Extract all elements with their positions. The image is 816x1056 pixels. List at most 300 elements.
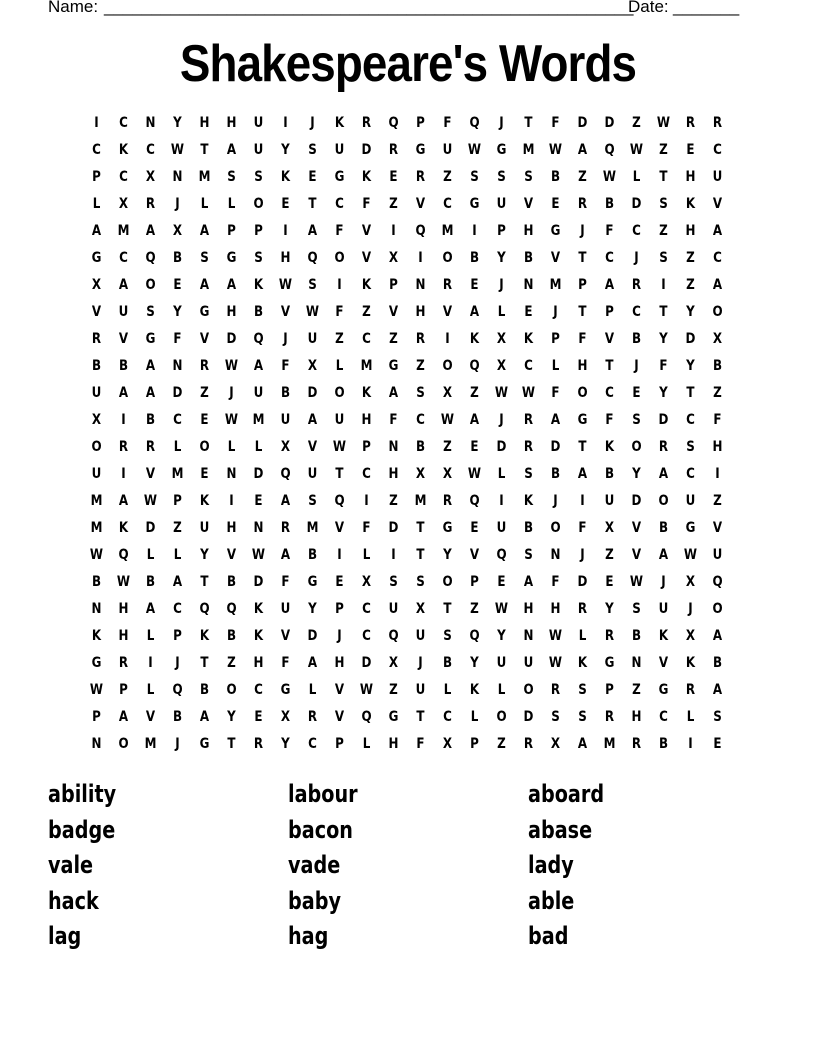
grid-letter[interactable]: R [523, 439, 534, 455]
grid-letter[interactable]: C [173, 601, 182, 617]
grid-letter[interactable]: D [685, 331, 696, 347]
grid-letter[interactable]: B [199, 682, 210, 698]
grid-letter[interactable]: A [145, 223, 156, 239]
grid-letter[interactable]: N [145, 115, 156, 131]
grid-letter[interactable]: C [146, 142, 155, 158]
grid-letter[interactable]: G [685, 520, 696, 536]
grid-letter[interactable]: G [442, 520, 453, 536]
grid-letter[interactable]: V [334, 709, 345, 725]
grid-letter[interactable]: G [388, 358, 399, 374]
grid-letter[interactable]: A [604, 277, 615, 293]
grid-letter[interactable]: P [416, 115, 425, 131]
grid-letter[interactable]: O [496, 709, 507, 725]
grid-letter[interactable]: N [523, 277, 534, 293]
grid-letter[interactable]: T [416, 709, 425, 725]
grid-letter[interactable]: Z [389, 682, 398, 698]
grid-letter[interactable]: W [89, 682, 104, 698]
grid-letter[interactable]: M [441, 223, 454, 239]
grid-letter[interactable]: G [334, 169, 345, 185]
grid-letter[interactable]: B [712, 358, 723, 374]
grid-letter[interactable]: R [631, 736, 642, 752]
grid-letter[interactable]: H [631, 709, 642, 725]
grid-letter[interactable]: R [145, 439, 156, 455]
grid-letter[interactable]: F [335, 223, 344, 239]
grid-letter[interactable]: F [578, 520, 587, 536]
grid-letter[interactable]: K [361, 385, 372, 401]
grid-letter[interactable]: C [335, 196, 344, 212]
grid-letter[interactable]: Y [173, 115, 182, 131]
grid-letter[interactable]: F [389, 412, 398, 428]
grid-letter[interactable]: E [470, 439, 479, 455]
grid-letter[interactable]: R [550, 682, 561, 698]
grid-letter[interactable]: V [361, 223, 372, 239]
grid-letter[interactable]: S [389, 574, 398, 590]
grid-letter[interactable]: J [661, 574, 666, 590]
grid-letter[interactable]: E [470, 277, 479, 293]
grid-letter[interactable]: O [523, 682, 534, 698]
grid-letter[interactable]: P [389, 277, 398, 293]
grid-letter[interactable]: Y [659, 331, 668, 347]
grid-letter[interactable]: X [91, 412, 102, 428]
grid-letter[interactable]: A [469, 304, 480, 320]
grid-letter[interactable]: J [229, 385, 234, 401]
grid-letter[interactable]: I [391, 223, 396, 239]
grid-letter[interactable]: Z [173, 520, 182, 536]
grid-letter[interactable]: G [469, 196, 480, 212]
grid-letter[interactable]: Z [362, 304, 371, 320]
grid-letter[interactable]: C [308, 736, 317, 752]
grid-letter[interactable]: H [226, 304, 237, 320]
grid-letter[interactable]: C [119, 115, 128, 131]
grid-letter[interactable]: K [685, 196, 696, 212]
grid-letter[interactable]: A [577, 736, 588, 752]
grid-letter[interactable]: F [362, 520, 371, 536]
grid-letter[interactable]: J [580, 547, 585, 563]
grid-letter[interactable]: A [712, 628, 723, 644]
grid-letter[interactable]: M [144, 736, 157, 752]
grid-letter[interactable]: X [307, 358, 318, 374]
grid-letter[interactable]: C [416, 412, 425, 428]
grid-letter[interactable]: W [629, 574, 644, 590]
grid-letter[interactable]: B [145, 412, 156, 428]
grid-letter[interactable]: Q [469, 628, 480, 644]
grid-letter[interactable]: C [443, 709, 452, 725]
grid-letter[interactable]: V [307, 439, 318, 455]
grid-letter[interactable]: H [361, 412, 372, 428]
grid-letter[interactable]: L [146, 628, 155, 644]
grid-letter[interactable]: B [604, 466, 615, 482]
grid-letter[interactable]: B [280, 385, 291, 401]
grid-letter[interactable]: L [362, 736, 371, 752]
grid-letter[interactable]: H [226, 520, 237, 536]
grid-letter[interactable]: I [283, 223, 288, 239]
grid-letter[interactable]: S [308, 142, 317, 158]
grid-letter[interactable]: H [118, 628, 129, 644]
grid-letter[interactable]: P [173, 493, 182, 509]
grid-letter[interactable]: Z [659, 223, 668, 239]
grid-letter[interactable]: V [550, 250, 561, 266]
grid-letter[interactable]: M [198, 169, 211, 185]
grid-letter[interactable]: H [685, 223, 696, 239]
grid-letter[interactable]: R [253, 736, 264, 752]
grid-letter[interactable]: L [497, 466, 506, 482]
grid-letter[interactable]: X [91, 277, 102, 293]
grid-letter[interactable]: L [632, 169, 641, 185]
grid-letter[interactable]: A [577, 466, 588, 482]
grid-letter[interactable]: A [199, 709, 210, 725]
grid-letter[interactable]: S [470, 169, 479, 185]
grid-letter[interactable]: C [92, 142, 101, 158]
grid-letter[interactable]: O [199, 439, 210, 455]
grid-letter[interactable]: T [200, 574, 209, 590]
grid-letter[interactable]: G [307, 574, 318, 590]
grid-letter[interactable]: A [118, 385, 129, 401]
grid-letter[interactable]: N [388, 439, 399, 455]
grid-letter[interactable]: A [91, 223, 102, 239]
grid-letter[interactable]: R [577, 601, 588, 617]
grid-letter[interactable]: U [496, 520, 507, 536]
grid-letter[interactable]: T [605, 358, 614, 374]
grid-letter[interactable]: P [551, 331, 560, 347]
grid-letter[interactable]: K [253, 277, 264, 293]
grid-letter[interactable]: F [713, 412, 722, 428]
grid-letter[interactable]: Y [173, 304, 182, 320]
grid-letter[interactable]: S [686, 439, 695, 455]
grid-letter[interactable]: B [550, 466, 561, 482]
grid-letter[interactable]: Y [443, 547, 452, 563]
grid-letter[interactable]: C [443, 196, 452, 212]
grid-letter[interactable]: O [145, 277, 156, 293]
grid-letter[interactable]: I [688, 736, 693, 752]
grid-letter[interactable]: A [226, 277, 237, 293]
grid-letter[interactable]: P [605, 682, 614, 698]
grid-letter[interactable]: U [523, 655, 534, 671]
grid-letter[interactable]: R [604, 628, 615, 644]
grid-letter[interactable]: D [361, 655, 372, 671]
grid-letter[interactable]: Y [227, 709, 236, 725]
grid-letter[interactable]: D [226, 331, 237, 347]
grid-letter[interactable]: R [523, 412, 534, 428]
grid-letter[interactable]: T [200, 142, 209, 158]
grid-letter[interactable]: Z [389, 331, 398, 347]
grid-letter[interactable]: U [91, 466, 102, 482]
grid-letter[interactable]: Y [497, 250, 506, 266]
grid-letter[interactable]: A [658, 466, 669, 482]
grid-letter[interactable]: X [685, 628, 696, 644]
grid-letter[interactable]: S [308, 493, 317, 509]
grid-letter[interactable]: Y [308, 601, 317, 617]
grid-letter[interactable]: U [658, 601, 669, 617]
grid-letter[interactable]: M [522, 142, 535, 158]
grid-letter[interactable]: P [119, 682, 128, 698]
grid-letter[interactable]: R [712, 115, 723, 131]
grid-letter[interactable]: B [226, 574, 237, 590]
grid-letter[interactable]: S [524, 169, 533, 185]
grid-letter[interactable]: M [252, 412, 265, 428]
grid-letter[interactable]: X [415, 466, 426, 482]
grid-letter[interactable]: U [199, 520, 210, 536]
grid-letter[interactable]: D [631, 493, 642, 509]
grid-letter[interactable]: X [496, 358, 507, 374]
grid-letter[interactable]: J [499, 115, 504, 131]
grid-letter[interactable]: S [659, 250, 668, 266]
grid-letter[interactable]: I [364, 493, 369, 509]
grid-letter[interactable]: G [658, 682, 669, 698]
grid-letter[interactable]: A [307, 412, 318, 428]
grid-letter[interactable]: Q [226, 601, 237, 617]
grid-letter[interactable]: O [577, 385, 588, 401]
grid-letter[interactable]: F [281, 358, 290, 374]
grid-letter[interactable]: S [632, 412, 641, 428]
grid-letter[interactable]: H [199, 115, 210, 131]
grid-letter[interactable]: A [550, 412, 561, 428]
grid-letter[interactable]: F [659, 358, 668, 374]
grid-letter[interactable]: P [335, 736, 344, 752]
grid-letter[interactable]: U [685, 493, 696, 509]
grid-letter[interactable]: L [173, 547, 182, 563]
grid-letter[interactable]: C [362, 628, 371, 644]
grid-letter[interactable]: M [360, 358, 373, 374]
grid-letter[interactable]: Q [415, 223, 426, 239]
grid-letter[interactable]: Z [578, 169, 587, 185]
grid-letter[interactable]: K [577, 655, 588, 671]
grid-letter[interactable]: X [118, 196, 129, 212]
grid-letter[interactable]: J [553, 304, 558, 320]
grid-letter[interactable]: Z [659, 142, 668, 158]
grid-letter[interactable]: H [712, 439, 723, 455]
grid-letter[interactable]: Y [470, 655, 479, 671]
grid-letter[interactable]: B [415, 439, 426, 455]
grid-letter[interactable]: U [280, 601, 291, 617]
grid-letter[interactable]: G [415, 142, 426, 158]
grid-letter[interactable]: R [91, 331, 102, 347]
grid-letter[interactable]: O [712, 601, 723, 617]
grid-letter[interactable]: V [280, 304, 291, 320]
grid-letter[interactable]: A [118, 709, 129, 725]
grid-letter[interactable]: D [496, 439, 507, 455]
grid-letter[interactable]: V [280, 628, 291, 644]
grid-letter[interactable]: B [91, 358, 102, 374]
grid-letter[interactable]: W [629, 142, 644, 158]
grid-letter[interactable]: B [631, 331, 642, 347]
grid-letter[interactable]: W [494, 601, 509, 617]
grid-letter[interactable]: S [578, 682, 587, 698]
grid-letter[interactable]: Z [470, 601, 479, 617]
grid-letter[interactable]: V [145, 466, 156, 482]
grid-letter[interactable]: G [604, 655, 615, 671]
grid-letter[interactable]: W [278, 277, 293, 293]
grid-letter[interactable]: S [416, 574, 425, 590]
grid-letter[interactable]: F [551, 115, 560, 131]
grid-letter[interactable]: I [121, 412, 126, 428]
grid-letter[interactable]: V [388, 304, 399, 320]
grid-letter[interactable]: L [92, 196, 101, 212]
grid-letter[interactable]: X [280, 439, 291, 455]
grid-letter[interactable]: G [91, 250, 102, 266]
grid-letter[interactable]: Y [659, 385, 668, 401]
grid-letter[interactable]: B [658, 736, 669, 752]
grid-letter[interactable]: K [685, 655, 696, 671]
grid-letter[interactable]: C [254, 682, 263, 698]
grid-letter[interactable]: S [254, 250, 263, 266]
grid-letter[interactable]: A [523, 574, 534, 590]
grid-letter[interactable]: F [578, 331, 587, 347]
grid-letter[interactable]: E [308, 169, 317, 185]
grid-letter[interactable]: W [332, 439, 347, 455]
grid-letter[interactable]: J [337, 628, 342, 644]
grid-letter[interactable]: R [442, 493, 453, 509]
grid-letter[interactable]: C [686, 412, 695, 428]
grid-letter[interactable]: E [173, 277, 182, 293]
grid-letter[interactable]: H [550, 601, 561, 617]
grid-letter[interactable]: H [523, 223, 534, 239]
grid-letter[interactable]: Z [335, 331, 344, 347]
grid-letter[interactable]: O [253, 196, 264, 212]
grid-letter[interactable]: R [307, 709, 318, 725]
grid-letter[interactable]: B [469, 250, 480, 266]
grid-letter[interactable]: I [418, 250, 423, 266]
grid-letter[interactable]: T [578, 439, 587, 455]
grid-letter[interactable]: A [658, 547, 669, 563]
grid-letter[interactable]: Q [253, 331, 264, 347]
grid-letter[interactable]: X [415, 601, 426, 617]
grid-letter[interactable]: V [226, 547, 237, 563]
grid-letter[interactable]: X [604, 520, 615, 536]
grid-letter[interactable]: E [389, 169, 398, 185]
grid-letter[interactable]: L [335, 358, 344, 374]
grid-letter[interactable]: T [335, 466, 344, 482]
grid-letter[interactable]: Q [361, 709, 372, 725]
grid-letter[interactable]: T [443, 601, 452, 617]
grid-letter[interactable]: M [549, 277, 562, 293]
grid-letter[interactable]: W [224, 358, 239, 374]
grid-letter[interactable]: D [307, 628, 318, 644]
grid-letter[interactable]: Z [227, 655, 236, 671]
grid-letter[interactable]: B [118, 358, 129, 374]
grid-letter[interactable]: Y [605, 601, 614, 617]
grid-letter[interactable]: H [388, 736, 399, 752]
grid-letter[interactable]: B [442, 655, 453, 671]
grid-letter[interactable]: Z [389, 493, 398, 509]
grid-letter[interactable]: P [92, 709, 101, 725]
grid-letter[interactable]: A [469, 412, 480, 428]
grid-letter[interactable]: I [445, 331, 450, 347]
grid-letter[interactable]: W [143, 493, 158, 509]
grid-letter[interactable]: J [634, 358, 639, 374]
grid-letter[interactable]: S [146, 304, 155, 320]
grid-letter[interactable]: U [253, 142, 264, 158]
grid-letter[interactable]: W [440, 412, 455, 428]
grid-letter[interactable]: O [658, 493, 669, 509]
grid-letter[interactable]: D [550, 439, 561, 455]
grid-letter[interactable]: K [253, 601, 264, 617]
grid-letter[interactable]: Q [388, 628, 399, 644]
grid-letter[interactable]: N [226, 466, 237, 482]
grid-letter[interactable]: A [712, 682, 723, 698]
grid-letter[interactable]: C [362, 331, 371, 347]
name-field[interactable]: ________________________________________________________ [104, 0, 634, 16]
grid-letter[interactable]: Z [686, 277, 695, 293]
grid-letter[interactable]: W [548, 655, 563, 671]
grid-letter[interactable]: A [226, 142, 237, 158]
grid-letter[interactable]: W [359, 682, 374, 698]
grid-letter[interactable]: V [523, 196, 534, 212]
grid-letter[interactable]: B [253, 304, 264, 320]
grid-letter[interactable]: S [524, 547, 533, 563]
grid-letter[interactable]: I [661, 277, 666, 293]
grid-letter[interactable]: S [443, 628, 452, 644]
grid-letter[interactable]: W [116, 574, 131, 590]
grid-letter[interactable]: T [416, 520, 425, 536]
grid-letter[interactable]: U [334, 142, 345, 158]
grid-letter[interactable]: G [199, 304, 210, 320]
grid-letter[interactable]: K [469, 331, 480, 347]
grid-letter[interactable]: O [442, 250, 453, 266]
grid-letter[interactable]: U [712, 169, 723, 185]
grid-letter[interactable]: C [605, 385, 614, 401]
grid-letter[interactable]: E [686, 142, 695, 158]
grid-letter[interactable]: E [497, 574, 506, 590]
grid-letter[interactable]: Z [605, 547, 614, 563]
grid-letter[interactable]: C [362, 466, 371, 482]
grid-letter[interactable]: A [199, 223, 210, 239]
grid-letter[interactable]: S [578, 709, 587, 725]
grid-letter[interactable]: C [173, 412, 182, 428]
grid-letter[interactable]: T [578, 250, 587, 266]
grid-letter[interactable]: J [688, 601, 693, 617]
grid-letter[interactable]: P [470, 574, 479, 590]
grid-letter[interactable]: V [334, 682, 345, 698]
grid-letter[interactable]: B [307, 547, 318, 563]
grid-letter[interactable]: V [631, 547, 642, 563]
grid-letter[interactable]: M [306, 520, 319, 536]
grid-letter[interactable]: D [604, 115, 615, 131]
grid-letter[interactable]: Q [280, 466, 291, 482]
grid-letter[interactable]: U [118, 304, 129, 320]
grid-letter[interactable]: P [173, 628, 182, 644]
grid-letter[interactable]: E [200, 466, 209, 482]
grid-letter[interactable]: Z [632, 682, 641, 698]
grid-letter[interactable]: B [145, 574, 156, 590]
grid-letter[interactable]: T [659, 304, 668, 320]
grid-letter[interactable]: R [577, 196, 588, 212]
grid-letter[interactable]: J [283, 331, 288, 347]
grid-letter[interactable]: J [175, 655, 180, 671]
grid-letter[interactable]: G [388, 709, 399, 725]
grid-letter[interactable]: P [335, 601, 344, 617]
grid-letter[interactable]: M [90, 493, 103, 509]
grid-letter[interactable]: I [283, 115, 288, 131]
grid-letter[interactable]: V [604, 331, 615, 347]
grid-letter[interactable]: A [388, 385, 399, 401]
grid-letter[interactable]: V [712, 520, 723, 536]
grid-letter[interactable]: H [415, 304, 426, 320]
grid-letter[interactable]: A [199, 277, 210, 293]
grid-letter[interactable]: A [307, 223, 318, 239]
grid-letter[interactable]: Y [632, 466, 641, 482]
grid-letter[interactable]: R [388, 142, 399, 158]
grid-letter[interactable]: L [362, 547, 371, 563]
grid-letter[interactable]: Q [604, 142, 615, 158]
grid-letter[interactable]: V [658, 655, 669, 671]
grid-letter[interactable]: T [659, 169, 668, 185]
grid-letter[interactable]: Y [497, 628, 506, 644]
grid-letter[interactable]: V [442, 304, 453, 320]
grid-letter[interactable]: F [551, 574, 560, 590]
grid-letter[interactable]: E [524, 304, 533, 320]
grid-letter[interactable]: U [496, 655, 507, 671]
grid-letter[interactable]: S [524, 466, 533, 482]
